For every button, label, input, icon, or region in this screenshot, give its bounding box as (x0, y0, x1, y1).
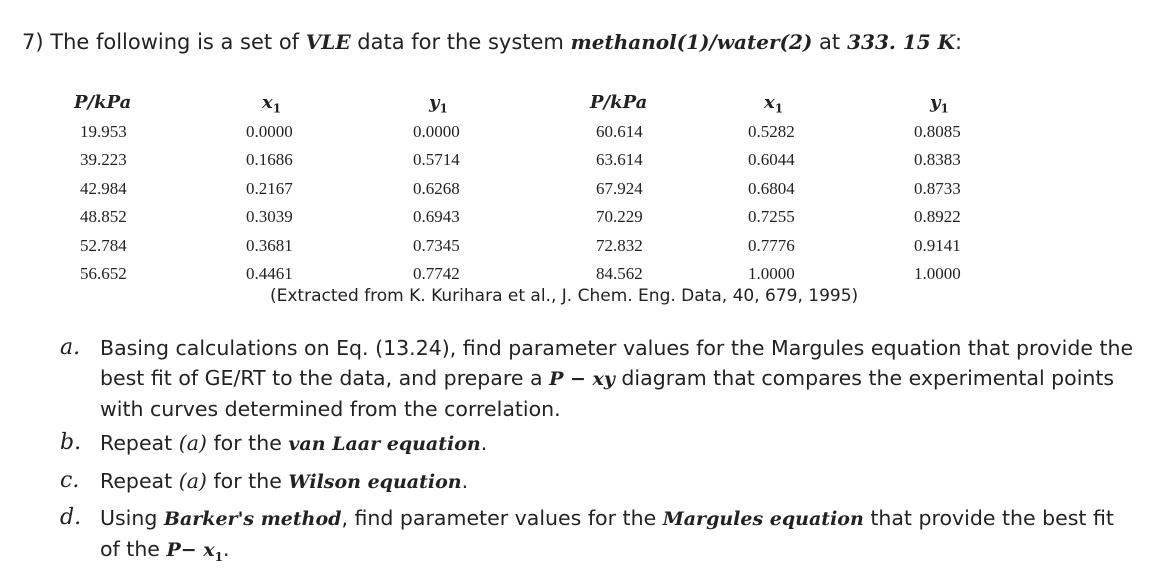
table-cell: 0.5282 (748, 122, 795, 141)
table-cell: 0.7255 (748, 207, 795, 227)
table-cell: 0.0000 (413, 122, 460, 141)
header-x-left: $x_1$ (262, 92, 282, 116)
table-cell: 0.8085 (914, 122, 961, 141)
header-p-left: P/kPa (74, 92, 132, 113)
part-b-letter: b. (60, 430, 82, 455)
at-text: at (819, 30, 841, 54)
table-cell: 84.562 (596, 263, 643, 283)
header-y-left: $y_1$ (429, 92, 448, 116)
van-laar-term: van Laar equation (288, 433, 481, 455)
margules-term: Margules equation (662, 508, 864, 530)
col-y-left (413, 88, 549, 288)
col-x-left (246, 88, 382, 288)
part-d-letter: d. (60, 505, 82, 530)
pxy-diagram-term: P − xy (549, 368, 615, 390)
part-c (60, 466, 1140, 497)
table-cell: 0.6044 (748, 150, 795, 170)
px1-term: $P- x_1$ (166, 539, 223, 564)
table-cell: 60.614 (596, 122, 643, 141)
col-y-right (914, 88, 1050, 288)
cells-x-left (246, 118, 382, 288)
header-x-right: $x_1$ (764, 92, 784, 116)
part-b-text: Repeat (a) for the van Laar equation. (100, 431, 488, 455)
part-b (60, 428, 1140, 459)
table-cell: 72.832 (596, 235, 643, 255)
table-cell: 0.6943 (413, 207, 460, 227)
wilson-term: Wilson equation (288, 471, 462, 493)
col-x-right (748, 88, 884, 288)
table-cell: 39.223 (80, 150, 127, 170)
part-c-letter: c. (60, 468, 80, 493)
part-a (60, 333, 1140, 424)
system-name: methanol(1)/water(2) (570, 30, 813, 54)
table-cell: 1.0000 (914, 263, 961, 283)
table-cell: 0.3681 (246, 235, 293, 255)
table-cell: 0.9141 (914, 235, 961, 255)
table-cell: 56.652 (80, 263, 127, 283)
table-cell: 0.8922 (914, 207, 961, 227)
table-cell: 0.0000 (246, 122, 293, 141)
col-p-right (590, 88, 710, 288)
cells-x-right (748, 118, 884, 288)
colon: : (954, 30, 963, 54)
table-cell: 0.7776 (748, 235, 795, 255)
table-cell: 0.1686 (246, 150, 293, 170)
question-number: 7) (22, 30, 44, 54)
table-cell: 0.7345 (413, 235, 460, 255)
table-cell: 0.6268 (413, 178, 460, 198)
table-cell: 0.8733 (914, 178, 961, 198)
table-cell: 1.0000 (748, 263, 795, 283)
temperature: 333. 15 K (847, 30, 955, 54)
cells-p-right (590, 118, 710, 288)
cells-y-right (914, 118, 1050, 288)
question-statement (22, 30, 962, 54)
table-cell: 67.924 (596, 178, 643, 198)
vle-data-table (0, 88, 1159, 288)
header-y-right: $y_1$ (930, 92, 949, 116)
question-intro: The following is a set of (50, 30, 300, 54)
part-a-text: Basing calculations on Eq. (13.24), find parameter values for the Margules equation that provide the best fit of GE/RT to the data, and prepare a P − xy diagram that compares the experimental points with curves determined from the correlation. (100, 336, 1134, 421)
table-cell: 0.5714 (413, 150, 460, 170)
citation: (Extracted from K. Kurihara et al., J. Chem. Eng. Data, 40, 679, 1995) (270, 286, 859, 306)
table-cell: 0.2167 (246, 178, 293, 198)
vle-term: VLE (305, 30, 351, 54)
header-p-right: P/kPa (590, 92, 648, 113)
part-a-letter: a. (60, 335, 81, 360)
data-for-text: data for the system (357, 30, 564, 54)
table-cell: 0.3039 (246, 207, 293, 227)
table-cell: 70.229 (596, 207, 643, 227)
table-cell: 63.614 (596, 150, 643, 170)
table-cell: 0.6804 (748, 178, 795, 198)
barker-method-term: Barker's method (163, 508, 342, 530)
table-cell: 48.852 (80, 207, 127, 227)
table-cell: 19.953 (80, 122, 127, 141)
cells-y-left (413, 118, 549, 288)
part-d-text: Using Barker's method, find parameter values for the Margules equation that provide the best fit of the $P- x_1$. (100, 506, 1114, 564)
table-cell: 42.984 (80, 178, 127, 198)
table-cell: 0.8383 (914, 150, 961, 170)
part-d (60, 503, 1140, 572)
table-cell: 0.7742 (413, 263, 460, 283)
part-c-text: Repeat (a) for the Wilson equation. (100, 469, 469, 493)
col-p-left (74, 88, 194, 288)
table-cell: 0.4461 (246, 263, 293, 283)
table-cell: 52.784 (80, 235, 127, 255)
cells-p-left (74, 118, 194, 288)
